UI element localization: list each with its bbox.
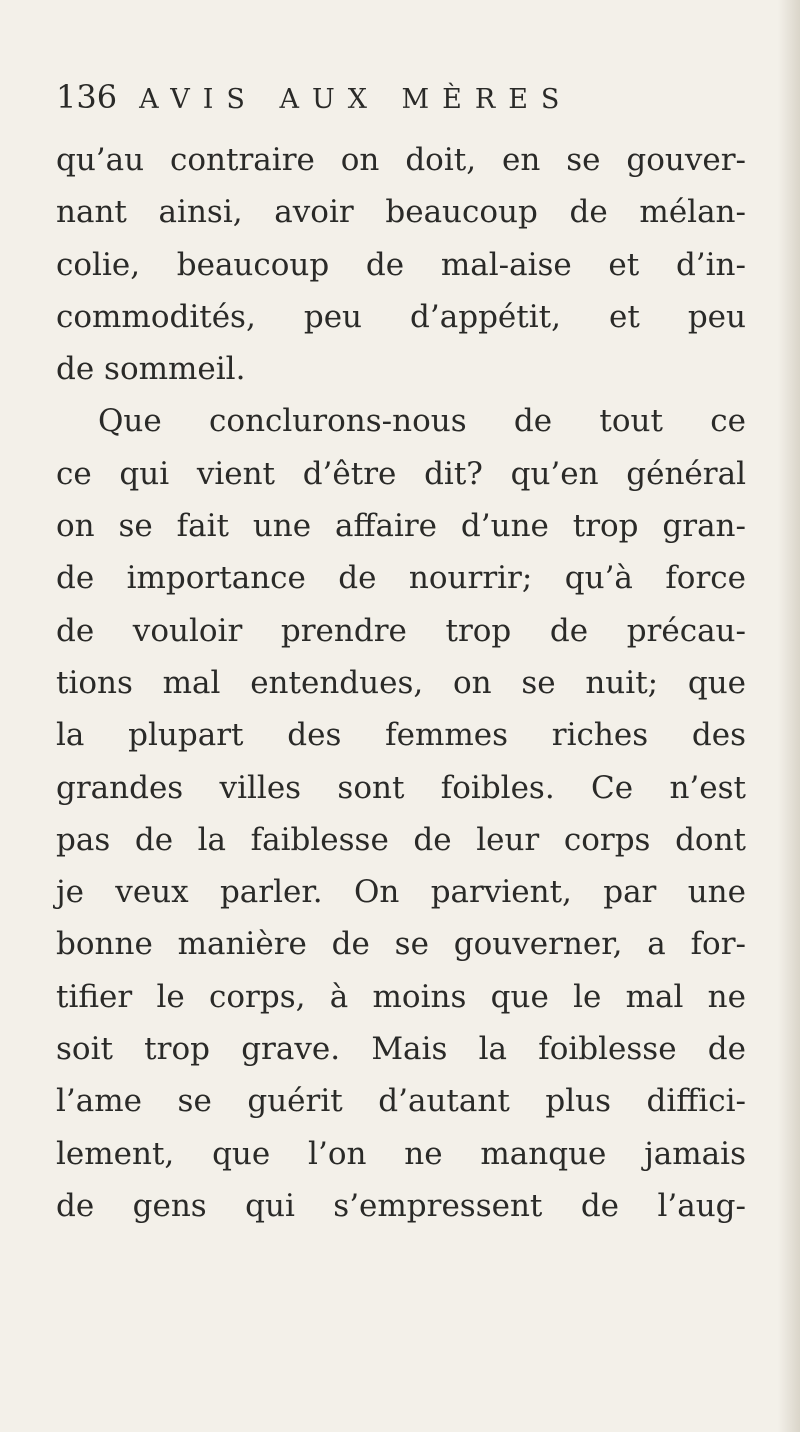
text-line: lement, que l’on ne manque jamais (56, 1135, 746, 1172)
body-text (56, 134, 746, 1232)
text-line: tions mal entendues, on se nuit; que (56, 664, 746, 701)
text-line: qu’au contraire on doit, en se gouver- (56, 142, 746, 178)
text-line: la plupart des femmes riches des (56, 717, 746, 754)
text-line: bonne manière de se gouverner, a for- (56, 926, 746, 963)
running-head (56, 78, 746, 134)
text-line: commodités, peu d’appétit, et peu (56, 298, 746, 335)
text-line: Que conclurons-nous de tout ce (98, 403, 746, 440)
text-line: je veux parler. On parvient, par une (56, 874, 746, 911)
text-line: grandes villes sont foibles. Ce n’est (56, 769, 746, 806)
text-line: on se fait une affaire d’une trop gran- (56, 508, 746, 545)
text-line: nant ainsi, avoir beaucoup de mélan- (56, 194, 746, 231)
text-line: de gens qui s’empressent de l’aug- (56, 1187, 746, 1224)
page-edge-shadow (778, 0, 800, 1432)
text-line: de vouloir prendre trop de précau- (56, 612, 746, 649)
page-number: 136 (56, 78, 118, 116)
text-line: ce qui vient d’être dit? qu’en général (56, 455, 746, 492)
text-line: colie, beaucoup de mal-aise et d’in- (56, 246, 746, 283)
text-line: soit trop grave. Mais la foiblesse de (56, 1031, 746, 1068)
text-line: l’ame se guérit d’autant plus diffici- (56, 1083, 746, 1120)
running-title: AVIS AUX MÈRES (139, 84, 573, 115)
book-page (56, 78, 746, 1232)
text-line: pas de la faiblesse de leur corps dont (56, 821, 746, 858)
text-line: de importance de nourrir; qu’à force (56, 560, 746, 597)
text-line: de sommeil. (56, 351, 246, 388)
text-line: tifier le corps, à moins que le mal ne (56, 978, 746, 1015)
